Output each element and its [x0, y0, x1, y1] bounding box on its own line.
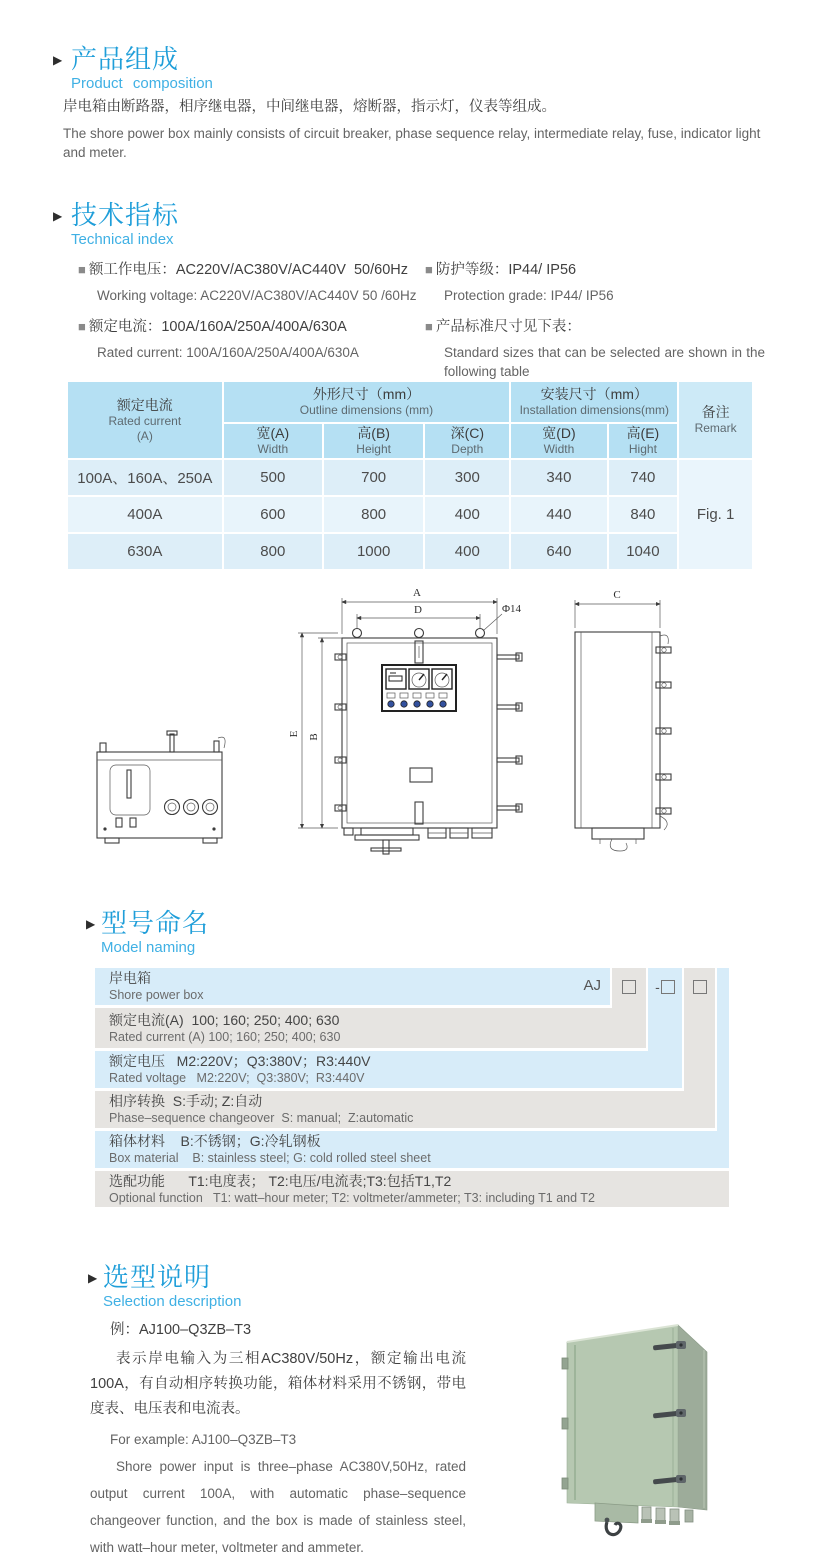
section-technical-index	[53, 200, 180, 249]
bottom-view-drawing	[97, 731, 225, 843]
side-latch-marks	[656, 635, 671, 830]
spec-cell: 600	[224, 497, 322, 532]
technical-index-title-en: Technical index	[71, 231, 174, 248]
spec-cell-current: 100A、160A、250A	[68, 460, 222, 495]
meter-panel-drawing	[382, 665, 456, 711]
spec-subheader-width-a: 宽(A) Width	[224, 424, 322, 458]
spec-header-install: 安装尺寸（mm） Installation dimensions(mm)	[511, 382, 677, 422]
square-bullet-icon: ■	[425, 262, 433, 277]
model-row-shore-power-box: 岸电箱 Shore power box AJ	[95, 968, 610, 1005]
technical-bullets-right	[425, 258, 765, 391]
model-code-dash: -	[655, 979, 660, 996]
product-photo	[535, 1292, 820, 1564]
hinge	[562, 1418, 568, 1429]
section-model-naming	[86, 908, 210, 957]
dim-label-d: D	[414, 604, 422, 616]
section-selection-description	[88, 1262, 242, 1311]
dim-label-b: B	[308, 733, 320, 741]
bullet-protection-grade-en: Protection grade: IP44/ IP56	[444, 288, 614, 303]
model-row-phase-sequence: 相序转换 S:手动; Z:自动 Phase–sequence changeover S: manual; Z:automatic	[95, 1091, 715, 1128]
selection-example-en: For example: AJ100–Q3ZB–T3	[110, 1432, 297, 1447]
spec-cell: 400	[425, 534, 509, 569]
spec-cell: 700	[324, 460, 423, 495]
spec-cell: 740	[609, 460, 678, 495]
spec-cell: 1040	[609, 534, 678, 569]
spec-cell: 400	[425, 497, 509, 532]
spec-header-current: 额定电流 Rated current (A)	[68, 382, 222, 458]
shore-power-box-image	[562, 1325, 707, 1535]
hinge-marks	[335, 654, 346, 811]
spec-cell: 640	[511, 534, 606, 569]
dim-label-c: C	[613, 589, 621, 601]
spec-subheader-height-e: 高(E) Hight	[609, 424, 678, 458]
product-composition-desc-en: The shore power box mainly consists of circuit breaker, phase sequence relay, intermediate relay, fuse, indicator light and meter.	[63, 126, 761, 160]
selection-para-en: Shore power input is three–phase AC380V,50Hz, rated output current 100A, with automatic phase–sequence changeover function, and the box is made of stainless steel, with watt–hour meter, voltmeter and ammeter.	[90, 1459, 466, 1555]
technical-drawings	[60, 572, 770, 884]
spec-header-outline: 外形尺寸（mm） Outline dimensions (mm)	[224, 382, 510, 422]
spec-row	[68, 460, 752, 495]
spec-cell-remark: Fig. 1	[679, 460, 752, 569]
selection-text-block	[90, 1318, 466, 1561]
section-arrow-icon: ▶	[53, 209, 63, 223]
side-view-drawing	[575, 589, 671, 851]
dim-label-a: A	[413, 587, 421, 599]
square-bullet-icon: ■	[78, 319, 86, 334]
bullet-standard-sizes-en: Standard sizes that can be selected are shown in the following table	[444, 345, 765, 379]
section-arrow-icon: ▶	[86, 917, 96, 931]
model-prefix: AJ	[583, 977, 601, 994]
product-composition-desc-cn: 岸电箱由断路器，相序继电器，中间继电器，熔断器，指示灯，仪表等组成。	[63, 99, 556, 115]
bullet-working-voltage-en: Working voltage: AC220V/AC380V/AC440V 50 /60Hz	[97, 288, 417, 303]
spec-subheader-depth-c: 深(C) Depth	[425, 424, 509, 458]
model-naming-title-en: Model naming	[101, 939, 196, 956]
model-row-optional-function: 选配功能 T1:电度表； T2:电压/电流表;T3:包括T1,T2 Optional function T1: watt–hour meter; T2: voltmeter/ammeter; T3: including T1 and T2	[95, 1171, 729, 1207]
hinge	[562, 1358, 568, 1369]
model-code-box-icon	[693, 980, 707, 994]
bullet-working-voltage-cn: ■ 额工作电压：AC220V/AC380V/AC440V 50/60Hz	[78, 262, 409, 278]
model-code-box-icon	[661, 980, 675, 994]
spec-subheader-height-b: 高(B) Height	[324, 424, 423, 458]
hinge	[562, 1478, 568, 1489]
selection-para-cn: 表示岸电输入为三相AC380V/50Hz，额定输出电流100A，有自动相序转换功能，箱体材料采用不锈钢，带电度表、电压表和电流表。	[90, 1351, 466, 1417]
spec-subheader-width-d: 宽(D) Width	[511, 424, 606, 458]
square-bullet-icon: ■	[78, 262, 86, 277]
square-bullet-icon: ■	[425, 319, 433, 334]
selection-example-cn: 例：AJ100–Q3ZB–T3	[110, 1322, 252, 1338]
clamp-handle	[606, 1522, 621, 1535]
technical-index-title-cn: 技术指标	[71, 200, 180, 230]
model-row-rated-current: 额定电流(A) 100; 160; 250; 400; 630 Rated current (A) 100; 160; 250; 400; 630	[95, 1008, 646, 1048]
spec-header-remark: 备注 Remark	[679, 382, 752, 458]
spec-row	[68, 534, 752, 569]
section-product-composition	[53, 44, 213, 93]
spec-cell: 800	[224, 534, 322, 569]
bullet-protection-grade-cn: ■ 防护等级：IP44/ IP56	[425, 262, 577, 278]
bullet-rated-current-en: Rated current: 100A/160A/250A/400A/630A	[97, 345, 359, 360]
model-code-box-icon	[622, 980, 636, 994]
technical-bullets-left	[78, 258, 423, 372]
model-row-rated-voltage: 额定电压 M2:220V；Q3:380V；R3:440V Rated voltage M2:220V; Q3:380V; R3:440V	[95, 1051, 682, 1088]
section-arrow-icon: ▶	[88, 1271, 98, 1285]
selection-title-en: Selection description	[103, 1293, 242, 1310]
latch-marks	[497, 653, 522, 812]
spec-cell: 440	[511, 497, 606, 532]
spec-row	[68, 497, 752, 532]
section-arrow-icon: ▶	[53, 53, 63, 67]
product-composition-title-en: Product composition	[71, 75, 213, 92]
spec-cell: 500	[224, 460, 322, 495]
selection-title-cn: 选型说明	[103, 1262, 212, 1292]
spec-cell: 340	[511, 460, 606, 495]
product-composition-title-cn: 产品组成	[71, 44, 180, 74]
spec-cell-current: 630A	[68, 534, 222, 569]
spec-cell: 1000	[324, 534, 423, 569]
bullet-rated-current-cn: ■ 额定电流：100A/160A/250A/400A/630A	[78, 319, 347, 335]
spec-table	[66, 380, 754, 571]
bullet-standard-sizes-cn: ■ 产品标准尺寸见下表：	[425, 319, 581, 335]
spec-cell-current: 400A	[68, 497, 222, 532]
spec-cell: 800	[324, 497, 423, 532]
dim-label-phi14: Φ14	[502, 603, 522, 615]
spec-cell: 840	[609, 497, 678, 532]
front-view-drawing	[288, 587, 522, 854]
cable-glands-drawing	[344, 828, 492, 854]
model-row-box-material: 箱体材料 B:不锈钢；G:冷轧钢板 Box material B: stainless steel; G: cold rolled steel sheet	[95, 1131, 729, 1168]
model-naming-title-cn: 型号命名	[101, 908, 210, 938]
dim-label-e: E	[288, 730, 300, 738]
spec-cell: 300	[425, 460, 509, 495]
